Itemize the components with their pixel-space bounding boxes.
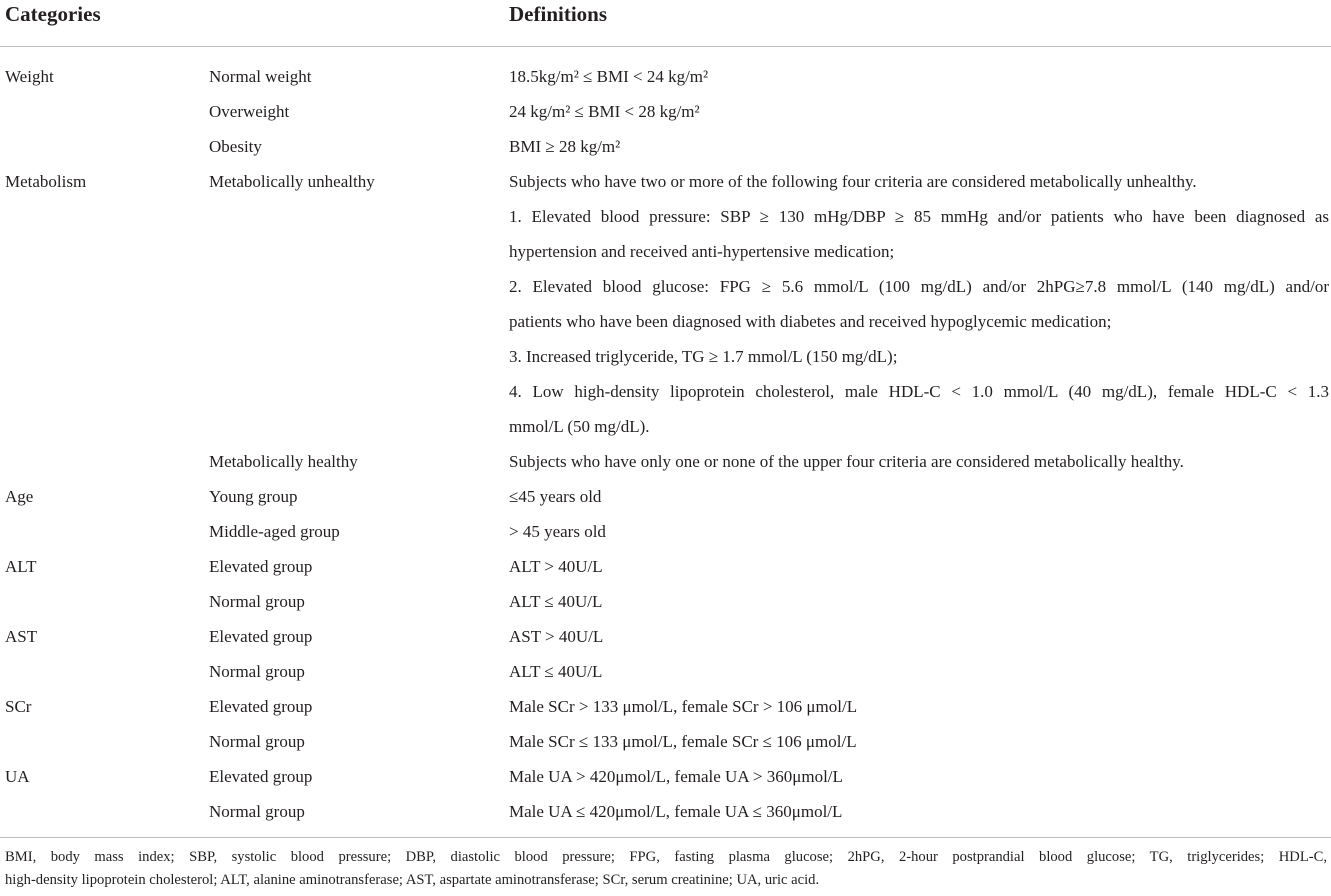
- definition-cell: [509, 514, 606, 549]
- definition-line: ALT > 40U/L: [509, 557, 603, 576]
- definition-cell: [509, 479, 601, 514]
- group-cell: Elevated group: [209, 697, 313, 716]
- table-row: [0, 759, 1331, 794]
- definition-line: Subjects who have two or more of the following four criteria are considered metabolically unhealthy.: [509, 172, 1197, 191]
- definition-line: BMI ≥ 28 kg/m²: [509, 137, 621, 156]
- table-bottom-rule: [0, 837, 1331, 838]
- table-row: [0, 724, 1331, 759]
- definition-line: 1. Elevated blood pressure: SBP ≥ 130 mHg/DBP ≥ 85 mmHg and/or patients who have been diagnosed as: [509, 207, 1329, 226]
- definition-cell: [509, 59, 708, 94]
- definition-cell: [509, 689, 857, 724]
- category-cell: Age: [5, 487, 34, 506]
- definition-cell: [509, 724, 857, 759]
- definition-line: 2. Elevated blood glucose: FPG ≥ 5.6 mmol/L (100 mg/dL) and/or 2hPG≥7.8 mmol/L (140 mg/dL) and/or: [509, 277, 1329, 296]
- table-row: [0, 444, 1331, 479]
- header-categories: Categories: [5, 2, 101, 26]
- table-row: [0, 794, 1331, 829]
- category-cell: UA: [5, 767, 30, 786]
- table-row: [0, 129, 1331, 164]
- footnote-line: BMI, body mass index; SBP, systolic blood pressure; DBP, diastolic blood pressure; FPG, fasting plasma glucose; 2hPG, 2-hour postprandial blood glucose; TG, triglycerides; HDL-C,: [5, 849, 1327, 865]
- header-definitions: Definitions: [509, 2, 608, 26]
- table-row: [0, 94, 1331, 129]
- group-cell: Normal group: [209, 802, 305, 821]
- group-cell: Normal group: [209, 732, 305, 751]
- definition-line: hypertension and received anti-hypertensive medication;: [509, 242, 895, 261]
- definition-cell: [509, 759, 843, 794]
- group-cell: Overweight: [209, 102, 290, 121]
- definition-line: Male SCr ≤ 133 μmol/L, female SCr ≤ 106 μmol/L: [509, 732, 857, 751]
- table-row: [0, 549, 1331, 584]
- definition-cell: [509, 549, 603, 584]
- definition-line: Subjects who have only one or none of the upper four criteria are considered metabolically healthy.: [509, 452, 1184, 471]
- group-cell: Young group: [209, 487, 298, 506]
- table-row: [0, 479, 1331, 514]
- group-cell: Obesity: [209, 137, 262, 156]
- definition-line: ALT ≤ 40U/L: [509, 592, 603, 611]
- group-cell: Metabolically unhealthy: [209, 172, 375, 191]
- table-body: [0, 59, 1331, 829]
- definition-line: 4. Low high-density lipoprotein cholesterol, male HDL-C < 1.0 mmol/L (40 mg/dL), female HDL-C < 1.3: [509, 382, 1329, 401]
- definition-line: > 45 years old: [509, 522, 606, 541]
- category-cell: SCr: [5, 697, 32, 716]
- footnote-line: high-density lipoprotein cholesterol; ALT, alanine aminotransferase; AST, aspartate aminotransferase; SCr, serum creatinine; UA, uric acid.: [5, 872, 820, 888]
- category-cell: ALT: [5, 557, 37, 576]
- table-row: [0, 59, 1331, 94]
- definition-line: patients who have been diagnosed with diabetes and received hypoglycemic medication;: [509, 312, 1112, 331]
- category-cell: AST: [5, 627, 38, 646]
- group-cell: Middle-aged group: [209, 522, 340, 541]
- group-cell: Elevated group: [209, 767, 313, 786]
- definition-cell: [509, 164, 1331, 444]
- definition-line: Male UA > 420μmol/L, female UA > 360μmol/L: [509, 767, 843, 786]
- table-row: [0, 164, 1331, 444]
- definition-line: mmol/L (50 mg/dL).: [509, 417, 650, 436]
- category-cell: Weight: [5, 67, 54, 86]
- table-row: [0, 619, 1331, 654]
- table-row: [0, 584, 1331, 619]
- table-footnote: [5, 846, 1327, 892]
- group-cell: Normal group: [209, 592, 305, 611]
- definition-cell: [509, 654, 602, 689]
- group-cell: Elevated group: [209, 557, 313, 576]
- definition-cell: [509, 619, 603, 654]
- definition-line: 18.5kg/m² ≤ BMI < 24 kg/m²: [509, 67, 709, 86]
- table-row: [0, 689, 1331, 724]
- definition-cell: [509, 94, 700, 129]
- table-row: [0, 654, 1331, 689]
- category-cell: Metabolism: [5, 172, 87, 191]
- group-cell: Normal group: [209, 662, 305, 681]
- definition-line: AST > 40U/L: [509, 627, 604, 646]
- group-cell: Normal weight: [209, 67, 312, 86]
- definition-line: Male UA ≤ 420μmol/L, female UA ≤ 360μmol/L: [509, 802, 843, 821]
- definition-line: 3. Increased triglyceride, TG ≥ 1.7 mmol/L (150 mg/dL);: [509, 347, 898, 366]
- group-cell: Metabolically healthy: [209, 452, 358, 471]
- definition-cell: [509, 584, 602, 619]
- definition-line: ALT ≤ 40U/L: [509, 662, 603, 681]
- definition-cell: [509, 129, 620, 164]
- definition-cell: [509, 444, 1184, 479]
- definition-line: Male SCr > 133 μmol/L, female SCr > 106 μmol/L: [509, 697, 858, 716]
- table-header: [0, 0, 1331, 47]
- definition-line: ≤45 years old: [509, 487, 602, 506]
- group-cell: Elevated group: [209, 627, 313, 646]
- definition-cell: [509, 794, 842, 829]
- definition-line: 24 kg/m² ≤ BMI < 28 kg/m²: [509, 102, 700, 121]
- table-row: [0, 514, 1331, 549]
